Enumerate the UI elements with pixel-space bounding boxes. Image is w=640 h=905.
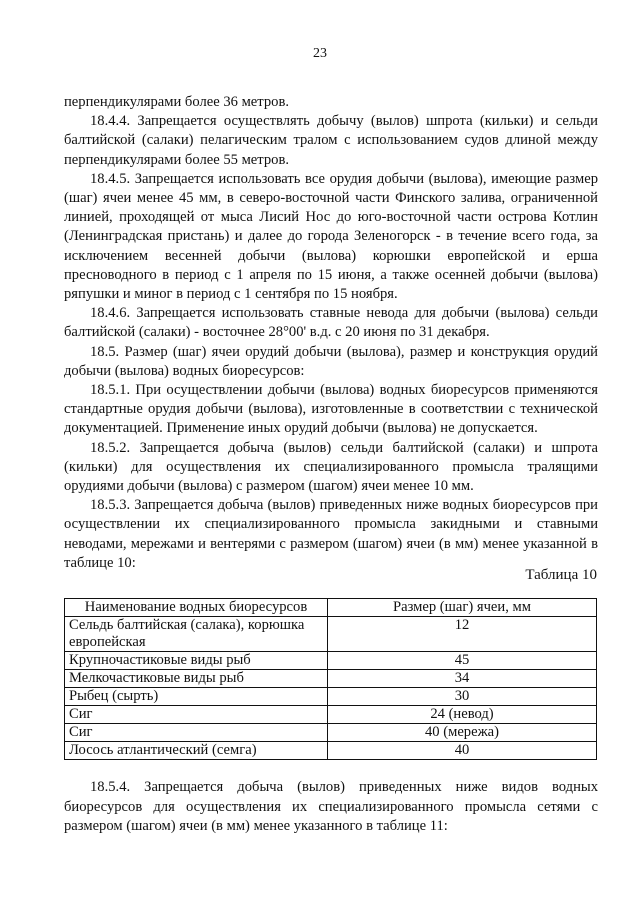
mesh-size-cell: 40 (мережа) (328, 724, 597, 742)
species-cell: Крупночастиковые виды рыб (65, 652, 328, 670)
body-text (64, 93, 598, 573)
mesh-size-cell: 12 (328, 617, 597, 652)
species-cell: Рыбец (сырть) (65, 688, 328, 706)
species-cell: Мелкочастиковые виды рыб (65, 670, 328, 688)
mesh-size-cell: 34 (328, 670, 597, 688)
table-header-row (65, 599, 597, 617)
species-cell: Сельдь балтийская (салака), корюшка европейская (65, 617, 328, 652)
species-cell: Сиг (65, 724, 328, 742)
species-cell: Лосось атлантический (семга) (65, 742, 328, 760)
table-row (65, 706, 597, 724)
page-number: 23 (313, 46, 327, 61)
table-caption: Таблица 10 (525, 567, 597, 583)
mesh-size-cell: 45 (328, 652, 597, 670)
paragraph-18-4-4: 18.4.4. Запрещается осуществлять добычу (вылов) шпрота (кильки) и сельди балтийской (салаки) пелагическим тралом с использованием судов длиной между перпендикулярами более 55 метров. (64, 113, 598, 168)
mesh-size-table (64, 598, 597, 760)
paragraph-18-5-2: 18.5.2. Запрещается добыча (вылов) сельди балтийской (салаки) и шпрота (кильки) для осуществления их специализированного промысла тралящими орудиями добычи (вылова) с размером (шагом) ячеи менее 10 мм. (64, 439, 598, 495)
paragraph-18-4-6: 18.4.6. Запрещается использовать ставные невода для добычи (вылова) сельди балтийской (салаки) - восточнее 28°00' в.д. с 20 июня по 31 декабря. (64, 305, 598, 341)
table-row (65, 652, 597, 670)
table-row (65, 617, 597, 652)
body-text-after-table (64, 778, 598, 837)
species-cell: Сиг (65, 706, 328, 724)
table-row (65, 724, 597, 742)
paragraph-18-5: 18.5. Размер (шаг) ячеи орудий добычи (вылова), размер и конструкция орудий добычи (вылова) водных биоресурсов: (64, 343, 598, 379)
table-row (65, 670, 597, 688)
paragraph-18-5-3: 18.5.3. Запрещается добыча (вылов) приведенных ниже водных биоресурсов при осуществлении их специализированного промысла закидными и ставными неводами, мережами и вентерями с размером (шагом) ячеи (в мм) менее указанной в таблице 10: (64, 497, 598, 571)
table-row (65, 742, 597, 760)
mesh-size-cell: 30 (328, 688, 597, 706)
paragraph-18-5-4: 18.5.4. Запрещается добыча (вылов) приведенных ниже видов водных биоресурсов для осуществления их специализированного промысла сетями с размером (шагом) ячеи (в мм) менее указанного в таблице 11: (64, 779, 598, 834)
header-mesh-size: Размер (шаг) ячеи, мм (328, 599, 597, 617)
table-row (65, 688, 597, 706)
paragraph-18-4-5: 18.4.5. Запрещается использовать все орудия добычи (вылова), имеющие размер (шаг) ячеи менее 45 мм, в северо-восточной части Финского залива, ограниченной линией, проходящей от мыса Лисий Нос до юго-восточной части острова Котлин (Ленинградская пристань) и далее до города Зеленогорск - в течение всего года, за исключением весенней добычи (вылова) корюшки европейской и ерша пресноводного в период с 1 апреля по 15 июня, а также осенней добычи (вылова) ряпушки и миног в период с 1 сентября по 15 ноября. (64, 170, 598, 303)
paragraph-18-5-1: 18.5.1. При осуществлении добычи (вылова) водных биоресурсов применяются стандартные орудия добычи (вылова), изготовленные в соответствии с технической документацией. Применение иных орудий добычи (вылова) не допускается. (64, 382, 598, 437)
mesh-size-cell: 24 (невод) (328, 706, 597, 724)
header-species: Наименование водных биоресурсов (65, 599, 328, 617)
mesh-size-cell: 40 (328, 742, 597, 760)
paragraph-continuation: перпендикулярами более 36 метров. (64, 94, 289, 110)
